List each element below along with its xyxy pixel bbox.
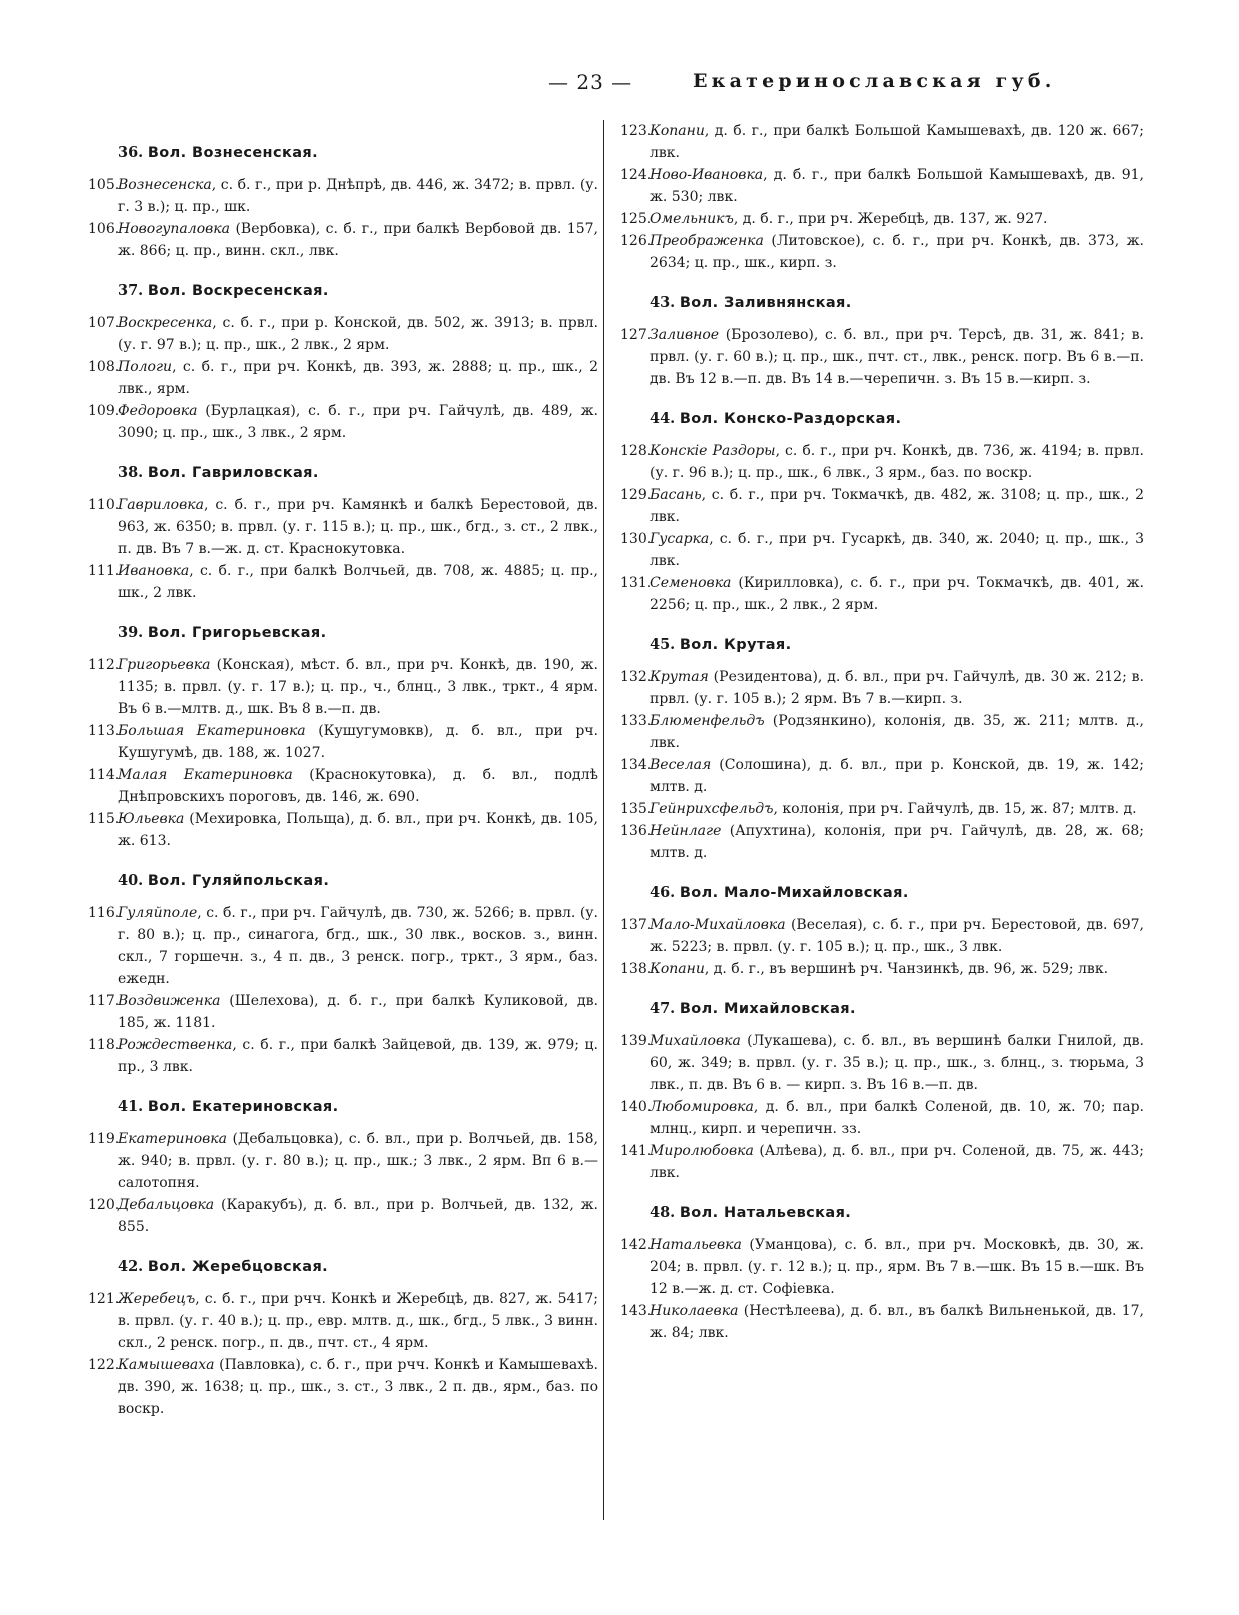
place-name: Натальевка — [650, 1237, 742, 1253]
entry — [620, 528, 1144, 572]
place-name: Гавриловка — [118, 497, 204, 513]
entry-number: 118. — [88, 1037, 120, 1053]
place-name: Ивановка — [118, 563, 190, 579]
place-name: Копани — [650, 961, 705, 977]
entry — [620, 1096, 1144, 1140]
section-title — [88, 1256, 598, 1278]
section-title — [620, 998, 1144, 1020]
entry-number: 132. — [620, 669, 652, 685]
entry-number: 114. — [88, 767, 120, 783]
section-title — [88, 622, 598, 644]
section-name: Вол. Мало-Михайловская. — [679, 885, 909, 901]
section-name: Вол. Михайловская. — [679, 1001, 856, 1017]
entry-text: (Кирилловка), с. б. г., при рч. Токмачкѣ, дв. 401, ж. 2256; ц. пр., шк., 2 лвк., 2 ярм. — [650, 575, 1144, 613]
entry — [620, 1030, 1144, 1096]
entry-number: 111. — [88, 563, 120, 579]
page-header — [0, 64, 1239, 104]
entry — [88, 174, 598, 218]
entry-number: 123. — [620, 123, 652, 139]
entry-text: (Мехировка, Польща), д. б. вл., при рч. Конкѣ, дв. 105, ж. 613. — [118, 811, 598, 849]
entry-number: 124. — [620, 167, 652, 183]
place-name: Омельникъ — [650, 211, 734, 227]
entry-text: (Каракубъ), д. б. вл., при р. Волчьей, дв. 132, ж. 855. — [118, 1197, 598, 1235]
section-name: Вол. Вознесенская. — [147, 145, 319, 161]
place-name: Веселая — [650, 757, 712, 773]
entry-text: , с. б. г., при рч. Камянкѣ и балкѣ Берестовой, дв. 963, ж. 6350; в. првл. (у. г. 115 в.); ц. пр., шк., бгд., з. ст., 2 лвк., п. дв. Въ 7 в.—ж. д. ст. Краснокутовка. — [118, 497, 598, 557]
running-title: Екатеринославская губ. — [693, 70, 1056, 92]
section-number: 45. — [650, 636, 676, 653]
section-number: 39. — [118, 624, 144, 641]
right-column — [620, 120, 1144, 1344]
entry — [620, 754, 1144, 798]
place-name: Михайловка — [650, 1033, 741, 1049]
entry-text: , с. б. г., при рч. Конкѣ, дв. 393, ж. 2888; ц. пр., шк., 2 лвк., ярм. — [118, 359, 598, 397]
entry-number: 117. — [88, 993, 120, 1009]
entry-text: , д. б. г., въ вершинѣ рч. Чанзинкѣ, дв. 96, ж. 529; лвк. — [704, 961, 1109, 977]
entry-text: (Нестѣлеева), д. б. вл., въ балкѣ Вильненькой, дв. 17, ж. 84; лвк. — [650, 1303, 1144, 1341]
entry — [620, 208, 1144, 230]
entry-number: 138. — [620, 961, 652, 977]
entry-number: 134. — [620, 757, 652, 773]
entry-text: , д. б. г., при рч. Жеребцѣ, дв. 137, ж. 927. — [733, 211, 1048, 227]
place-name: Любомировка — [650, 1099, 754, 1115]
place-name: Конскіе Раздоры — [650, 443, 776, 459]
entry-number: 110. — [88, 497, 120, 513]
section-number: 41. — [118, 1098, 144, 1115]
entry-number: 142. — [620, 1237, 652, 1253]
place-name: Григорьевка — [118, 657, 211, 673]
entry-number: 122. — [88, 1357, 120, 1373]
entry-text: (Уманцова), с. б. вл., при рч. Московкѣ, дв. 30, ж. 204; в. првл. (у. г. 12 в.); ц. пр., ярм. Въ 7 в.—шк. Въ 15 в.—шк. Въ 12 в.—ж. д. ст. Софіевка. — [650, 1237, 1144, 1297]
entry-number: 105. — [88, 177, 120, 193]
section-name: Вол. Екатериновская. — [147, 1099, 339, 1115]
section-title — [88, 280, 598, 302]
entry — [620, 120, 1144, 164]
section-number: 38. — [118, 464, 144, 481]
entry — [620, 820, 1144, 864]
place-name: Дебальцовка — [118, 1197, 215, 1213]
section-title — [620, 882, 1144, 904]
entry — [88, 720, 598, 764]
entry-text: , д. б. г., при балкѣ Большой Камышевахѣ, дв. 91, ж. 530; лвк. — [650, 167, 1144, 205]
entry — [88, 654, 598, 720]
section-number: 46. — [650, 884, 676, 901]
entry-text: (Кушугумовкв), д. б. вл., при рч. Кушугумѣ, дв. 188, ж. 1027. — [118, 723, 598, 761]
section-title — [620, 292, 1144, 314]
entry — [620, 1234, 1144, 1300]
entry-number: 137. — [620, 917, 652, 933]
place-name: Рождественка — [118, 1037, 233, 1053]
entry — [88, 356, 598, 400]
entry-number: 109. — [88, 403, 120, 419]
place-name: Жеребецъ — [118, 1291, 196, 1307]
entry-number: 129. — [620, 487, 652, 503]
entry-number: 136. — [620, 823, 652, 839]
entry — [88, 902, 598, 990]
place-name: Большая Екатериновка — [118, 723, 306, 739]
place-name: Юльевка — [118, 811, 185, 827]
place-name: Крутая — [650, 669, 709, 685]
section-name: Вол. Гавриловская. — [147, 465, 319, 481]
section-number: 44. — [650, 410, 676, 427]
entry-text: , с. б. г., при рч. Токмачкѣ, дв. 482, ж. 3108; ц. пр., шк., 2 лвк. — [650, 487, 1144, 525]
entry-number: 128. — [620, 443, 652, 459]
entry — [88, 1128, 598, 1194]
entry-number: 121. — [88, 1291, 120, 1307]
place-name: Пологи — [118, 359, 173, 375]
section-number: 37. — [118, 282, 144, 299]
entry-text: , с. б. г., при рчч. Конкѣ и Жеребцѣ, дв. 827, ж. 5417; в. првл. (у. г. 40 в.); ц. пр., евр. млтв. д., шк., бгд., 5 лвк., 3 винн. скл., 2 ренск. погр., п. дв., пчт. ст., 4 ярм. — [118, 1291, 598, 1351]
section-name: Вол. Крутая. — [679, 637, 792, 653]
section-title — [88, 870, 598, 892]
place-name: Преображенка — [650, 233, 764, 249]
section-number: 42. — [118, 1258, 144, 1275]
entry — [620, 710, 1144, 754]
entry-text: (Солошина), д. б. вл., при р. Конской, дв. 19, ж. 142; млтв. д. — [650, 757, 1144, 795]
entry — [620, 324, 1144, 390]
section-number: 40. — [118, 872, 144, 889]
entry-text: (Шелехова), д. б. г., при балкѣ Куликовой, дв. 185, ж. 1181. — [118, 993, 598, 1031]
entry-number: 141. — [620, 1143, 652, 1159]
entry-text: , д. б. вл., при балкѣ Соленой, дв. 10, ж. 70; пар. млнц., кирп. и черепичн. зз. — [650, 1099, 1144, 1137]
entry-number: 139. — [620, 1033, 652, 1049]
entry-number: 140. — [620, 1099, 652, 1115]
place-name: Гусарка — [650, 531, 710, 547]
entry-text: , с. б. г., при р. Днѣпрѣ, дв. 446, ж. 3472; в. првл. (у. г. 3 в.); ц. пр., шк. — [118, 177, 598, 215]
section-number: 47. — [650, 1000, 676, 1017]
entry-number: 108. — [88, 359, 120, 375]
place-name: Камышеваха — [118, 1357, 215, 1373]
entry-text: , с. б. г., при балкѣ Волчьей, дв. 708, ж. 4885; ц. пр., шк., 2 лвк. — [118, 563, 598, 601]
entry — [88, 218, 598, 262]
entry — [620, 1140, 1144, 1184]
section-name: Вол. Заливнянская. — [679, 295, 852, 311]
entry-text: (Резидентова), д. б. вл., при рч. Гайчулѣ, дв. 30 ж. 212; в. првл. (у. г. 105 в.); 2 ярм. Въ 7 в.—кирп. з. — [650, 669, 1144, 707]
place-name: Николаевка — [650, 1303, 739, 1319]
place-name: Ново-Ивановка — [650, 167, 764, 183]
left-column — [88, 120, 598, 1420]
section-number: 43. — [650, 294, 676, 311]
entry-text: (Алѣева), д. б. вл., при рч. Соленой, дв. 75, ж. 443; лвк. — [650, 1143, 1144, 1181]
entry-number: 113. — [88, 723, 120, 739]
entry — [620, 484, 1144, 528]
section-title — [620, 1202, 1144, 1224]
entry — [620, 958, 1144, 980]
place-name: Гуляйполе — [118, 905, 198, 921]
entry — [620, 440, 1144, 484]
entry-text: , с. б. г., при балкѣ Зайцевой, дв. 139, ж. 979; ц. пр., 3 лвк. — [118, 1037, 598, 1075]
place-name: Копани — [650, 123, 705, 139]
entry-text: (Павловка), с. б. г., при рчч. Конкѣ и Камышевахѣ. дв. 390, ж. 1638; ц. пр., шк., з. ст., 3 лвк., 2 п. дв., ярм., баз. по воскр. — [118, 1357, 598, 1417]
entry — [620, 798, 1144, 820]
section-name: Вол. Натальевская. — [679, 1205, 852, 1221]
place-name: Семеновка — [650, 575, 732, 591]
entry-text: , с. б. г., при рч. Гусаркѣ, дв. 340, ж. 2040; ц. пр., шк., 3 лвк. — [650, 531, 1144, 569]
entry-number: 126. — [620, 233, 652, 249]
place-name: Заливное — [650, 327, 720, 343]
entry-text: , колонія, при рч. Гайчулѣ, дв. 15, ж. 87; млтв. д. — [773, 801, 1137, 817]
section-title — [88, 1096, 598, 1118]
entry-number: 107. — [88, 315, 120, 331]
place-name: Федоровка — [118, 403, 198, 419]
entry-number: 125. — [620, 211, 652, 227]
place-name: Гейнрихсфельдъ — [650, 801, 774, 817]
section-title — [88, 462, 598, 484]
entry-text: (Веселая), с. б. г., при рч. Берестовой, дв. 697, ж. 5223; в. првл. (у. г. 105 в.); ц. пр., шк., 3 лвк. — [650, 917, 1144, 955]
entry — [88, 1354, 598, 1420]
entry-number: 135. — [620, 801, 652, 817]
entry — [620, 1300, 1144, 1344]
entry — [620, 164, 1144, 208]
section-number: 48. — [650, 1204, 676, 1221]
entry-number: 119. — [88, 1131, 120, 1147]
entry-number: 130. — [620, 531, 652, 547]
place-name: Воскресенка — [118, 315, 213, 331]
section-title — [620, 634, 1144, 656]
entry-number: 120. — [88, 1197, 120, 1213]
page-number: — 23 — — [548, 70, 633, 94]
entry-number: 115. — [88, 811, 120, 827]
section-name: Вол. Гуляйпольская. — [147, 873, 330, 889]
column-divider — [603, 120, 604, 1520]
entry-text: (Конская), мѣст. б. вл., при рч. Конкѣ, дв. 190, ж. 1135; в. првл. (у. г. 17 в.); ц. пр., ч., блнц., 3 лвк., тркт., 4 ярм. Въ 6 в.—млтв. д., шк. Въ 8 в.—п. дв. — [118, 657, 598, 717]
entry-text: (Вербовка), с. б. г., при балкѣ Вербовой дв. 157, ж. 866; ц. пр., винн. скл., лвк. — [118, 221, 598, 259]
entry — [88, 990, 598, 1034]
section-title — [620, 408, 1144, 430]
entry-number: 112. — [88, 657, 120, 673]
entry-text: (Краснокутовка), д. б. вл., подлѣ Днѣпровскихъ пороговъ, дв. 146, ж. 690. — [118, 767, 598, 805]
place-name: Блюменфельдъ — [650, 713, 765, 729]
place-name: Басань — [650, 487, 702, 503]
entry — [88, 312, 598, 356]
entry-text: (Дебальцовка), с. б. вл., при р. Волчьей, дв. 158, ж. 940; в. првл. (у. г. 80 в.); ц. пр., шк.; 3 лвк., 2 ярм. Вп 6 в.—салотопня. — [118, 1131, 598, 1191]
place-name: Мало-Михайловка — [650, 917, 786, 933]
entry — [88, 560, 598, 604]
place-name: Малая Екатериновка — [118, 767, 293, 783]
entry-text: (Брозолево), с. б. вл., при рч. Терсѣ, дв. 31, ж. 841; в. првл. (у. г. 60 в.); ц. пр., шк., пчт. ст., лвк., ренск. погр. Въ 6 в.—п. дв. Въ 12 в.—п. дв. Въ 14 в.—черепичн. з. Въ 15 в.—кирп. з. — [650, 327, 1144, 387]
entry — [88, 764, 598, 808]
entry-text: (Бурлацкая), с. б. г., при рч. Гайчулѣ, дв. 489, ж. 3090; ц. пр., шк., 3 лвк., 2 ярм. — [118, 403, 598, 441]
entry-number: 133. — [620, 713, 652, 729]
place-name: Новогупаловка — [118, 221, 230, 237]
entry-number: 131. — [620, 575, 652, 591]
entry-text: , д. б. г., при балкѣ Большой Камышевахѣ, дв. 120 ж. 667; лвк. — [650, 123, 1144, 161]
entry-text: (Апухтина), колонія, при рч. Гайчулѣ, дв. 28, ж. 68; млтв. д. — [650, 823, 1144, 861]
entry — [620, 572, 1144, 616]
place-name: Миролюбовка — [650, 1143, 754, 1159]
entry — [620, 230, 1144, 274]
entry — [88, 1288, 598, 1354]
place-name: Нейнлаге — [650, 823, 722, 839]
section-name: Вол. Конско-Раздорская. — [679, 411, 902, 427]
section-title — [88, 142, 598, 164]
entry-text: , с. б. г., при рч. Конкѣ, дв. 736, ж. 4194; в. првл. (у. г. 96 в.); ц. пр., шк., 6 лвк., 3 ярм., баз. по воскр. — [650, 443, 1145, 481]
entry-text: (Лукашева), с. б. вл., въ вершинѣ балки Гнилой, дв. 60, ж. 349; в. првл. (у. г. 35 в.); ц. пр., шк., з. блнц., з. тюрьма, 3 лвк., п. дв. Въ 6 в. — кирп. з. Въ 16 в.—п. дв. — [650, 1033, 1144, 1093]
entry-number: 143. — [620, 1303, 652, 1319]
entry — [88, 400, 598, 444]
entry — [88, 494, 598, 560]
place-name: Екатериновка — [118, 1131, 227, 1147]
section-name: Вол. Жеребцовская. — [147, 1259, 329, 1275]
entry-text: (Литовское), с. б. г., при рч. Конкѣ, дв. 373, ж. 2634; ц. пр., шк., кирп. з. — [650, 233, 1144, 271]
entry — [88, 1034, 598, 1078]
section-name: Вол. Воскресенская. — [147, 283, 329, 299]
entry-text: , с. б. г., при рч. Гайчулѣ, дв. 730, ж. 5266; в. првл. (у. г. 80 в.); ц. пр., синагога, бгд., шк., 30 лвк., восков. з., винн. скл., 7 горшечн. з., 4 п. дв., 3 ренск. погр., тркт., 3 ярм., баз. ежедн. — [118, 905, 598, 987]
entry-text: , с. б. г., при р. Конской, дв. 502, ж. 3913; в. првл. (у. г. 97 в.); ц. пр., шк., 2 лвк., 2 ярм. — [118, 315, 598, 353]
entry-text: (Родзянкино), колонія, дв. 35, ж. 211; млтв. д., лвк. — [650, 713, 1144, 751]
place-name: Воздвиженка — [118, 993, 221, 1009]
entry — [620, 914, 1144, 958]
entry-number: 127. — [620, 327, 652, 343]
entry-number: 106. — [88, 221, 120, 237]
section-number: 36. — [118, 144, 144, 161]
entry-number: 116. — [88, 905, 120, 921]
entry — [88, 808, 598, 852]
place-name: Вознесенска — [118, 177, 212, 193]
section-name: Вол. Григорьевская. — [147, 625, 327, 641]
entry — [88, 1194, 598, 1238]
entry — [620, 666, 1144, 710]
